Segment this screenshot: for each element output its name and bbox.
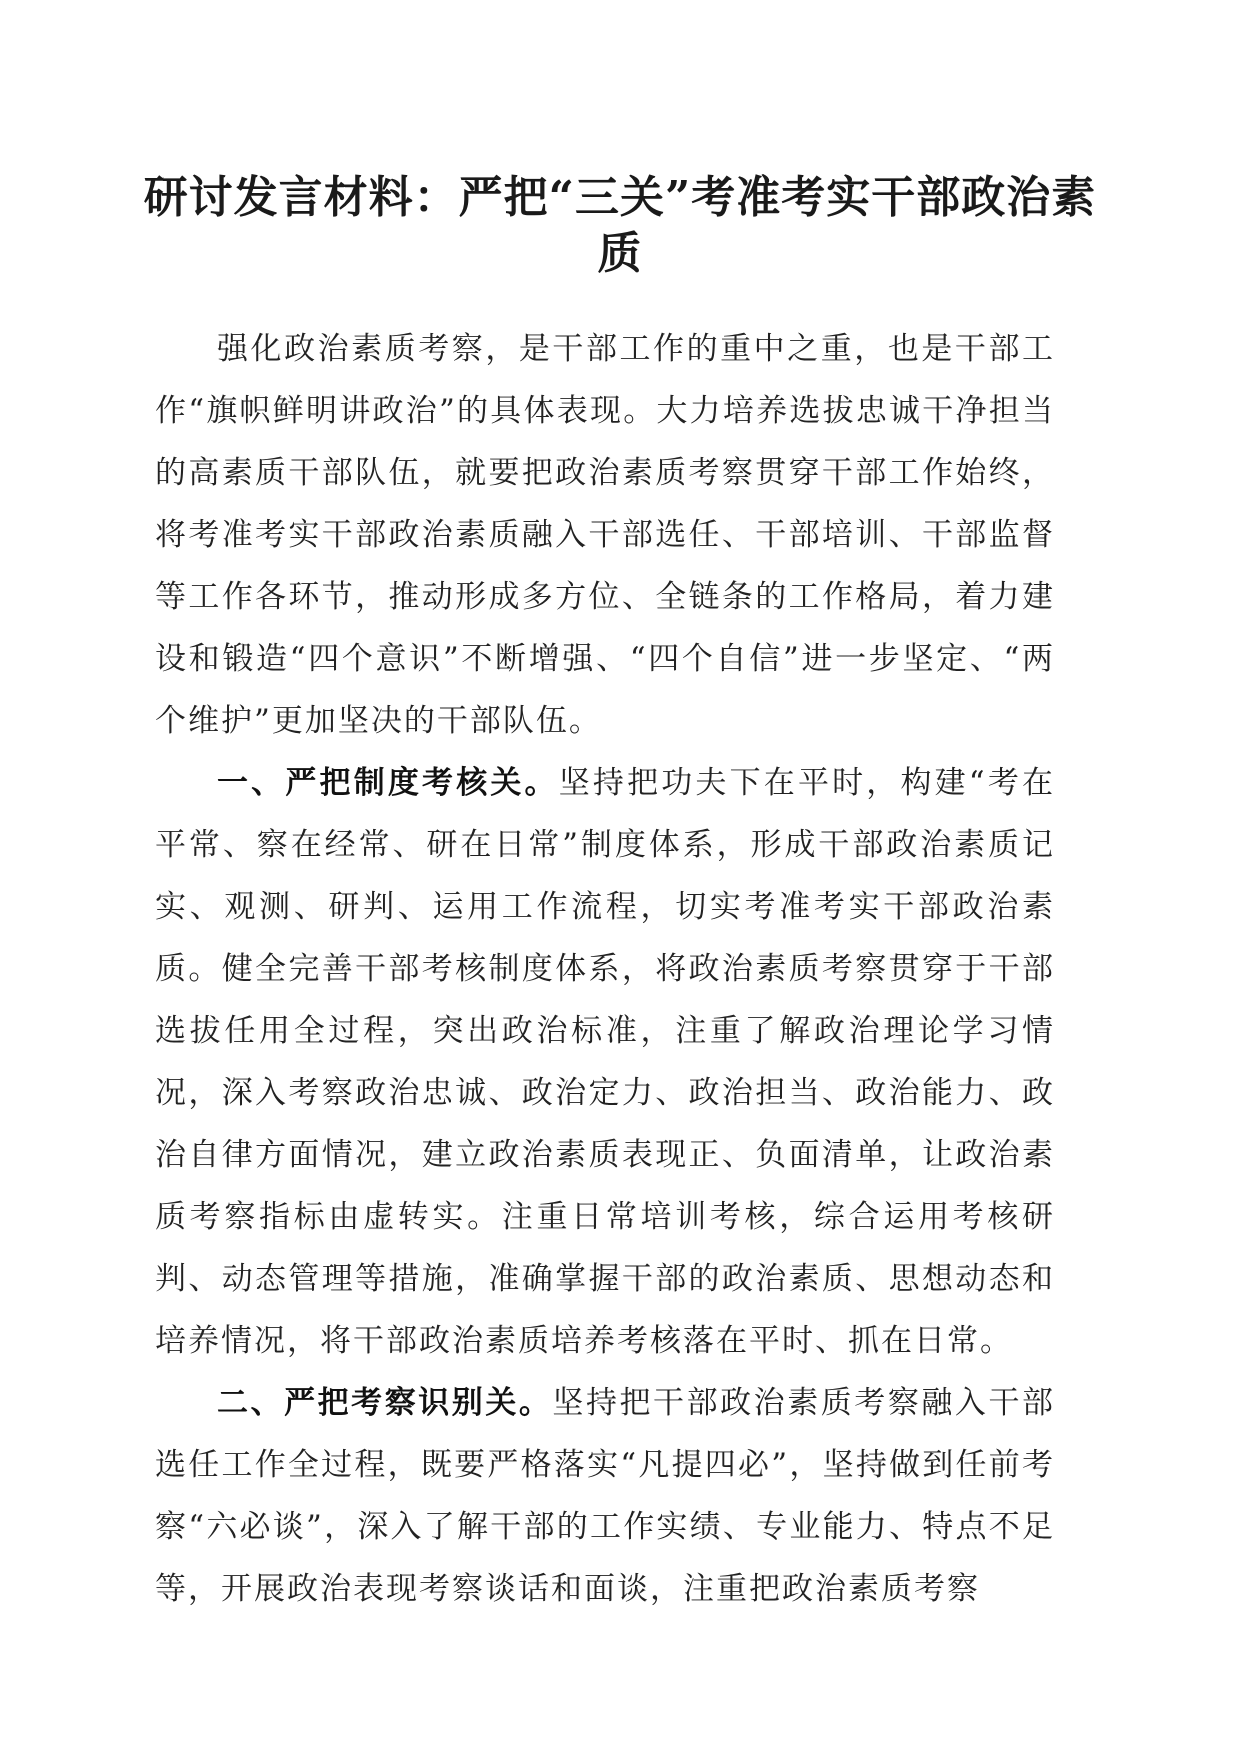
section-2-heading: 二、严把考察识别关。 — [217, 1385, 553, 1421]
section-1-text: 坚持把功夫下在平时，构建“考在平常、察在经常、研在日常”制度体系，形成干部政治素质记实、观测、研判、运用工作流程，切实考准考实干部政治素质。健全完善干部考核制度体系，将政治素质考察贯穿于干部选拔任用全过程，突出政治标准，注重了解政治理论学习情况，深入考察政治忠诚、政治定力、政治担当、政治能力、政治自律方面情况，建立政治素质表现正、负面清单，让政治素质考察指标由虚转实。注重日常培训考核，综合运用考核研判、动态管理等措施，准确掌握干部的政治素质、思想动态和培养情况，将干部政治素质培养考核落在平时、抓在日常。 — [155, 765, 1055, 1359]
section-2-text: 坚持把干部政治素质考察融入干部选任工作全过程，既要严格落实“凡提四必”，坚持做到任前考察“六必谈”，深入了解干部的工作实绩、专业能力、特点不足等，开展政治表现考察谈话和面谈，注重把政治素质考察 — [155, 1385, 1056, 1607]
paragraph-section-1 — [155, 752, 1055, 1372]
paragraph-intro — [155, 318, 1055, 752]
paragraph-section-2 — [155, 1372, 1055, 1620]
section-1-heading: 一、严把制度考核关。 — [217, 765, 559, 801]
document-title: 研讨发言材料：严把“三关”考准考实干部政治素质 — [143, 172, 1097, 279]
paragraph-intro-text: 强化政治素质考察，是干部工作的重中之重，也是干部工作“旗帜鲜明讲政治”的具体表现。大力培养选拔忠诚干净担当的高素质干部队伍，就要把政治素质考察贯穿干部工作始终，将考准考实干部政治素质融入干部选任、干部培训、干部监督等工作各环节，推动形成多方位、全链条的工作格局，着力建设和锻造“四个意识”不断增强、“四个自信”进一步坚定、“两个维护”更加坚决的干部队伍。 — [155, 331, 1055, 739]
document-body — [155, 318, 1055, 1620]
